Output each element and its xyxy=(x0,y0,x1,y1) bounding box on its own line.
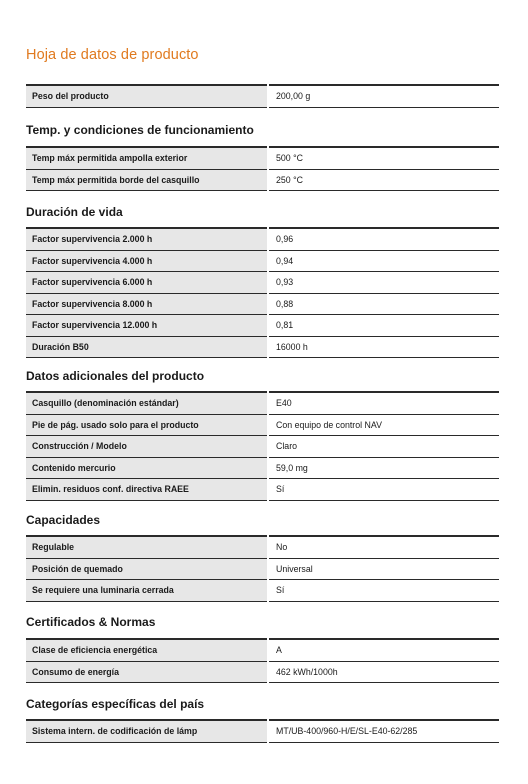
additional-data-table xyxy=(26,391,499,501)
table-row xyxy=(26,720,499,742)
row-label: Contenido mercurio xyxy=(26,457,268,479)
table-row xyxy=(26,580,499,602)
row-label: Elimin. residuos conf. directiva RAEE xyxy=(26,479,268,501)
section-title-country-categories: Categorías específicas del país xyxy=(26,697,205,711)
row-value: 0,94 xyxy=(268,250,499,272)
row-value: A xyxy=(268,639,499,661)
section-title-temperature: Temp. y condiciones de funcionamiento xyxy=(26,123,254,137)
row-value: 250 °C xyxy=(268,169,499,191)
row-value: 200,00 g xyxy=(268,85,499,107)
lifetime-table xyxy=(26,227,499,358)
row-value: 462 kWh/1000h xyxy=(268,661,499,683)
country-categories-table xyxy=(26,719,499,743)
row-label: Clase de eficiencia energética xyxy=(26,639,268,661)
row-label: Duración B50 xyxy=(26,336,268,358)
row-label: Temp máx permitida borde del casquillo xyxy=(26,169,268,191)
row-value: MT/UB-400/960-H/E/SL-E40-62/285 xyxy=(268,720,499,742)
temperature-table xyxy=(26,146,499,191)
table-row xyxy=(26,147,499,169)
certificates-table xyxy=(26,638,499,683)
row-label: Sistema intern. de codificación de lámp xyxy=(26,720,268,742)
table-row xyxy=(26,479,499,501)
row-value: 16000 h xyxy=(268,336,499,358)
section-title-certificates: Certificados & Normas xyxy=(26,615,156,629)
section-title-additional-data: Datos adicionales del producto xyxy=(26,369,205,383)
row-value: 0,96 xyxy=(268,228,499,250)
row-value: 0,81 xyxy=(268,315,499,337)
table-row xyxy=(26,639,499,661)
row-label: Regulable xyxy=(26,536,268,558)
row-value: 0,88 xyxy=(268,293,499,315)
table-row xyxy=(26,457,499,479)
section-title-lifetime: Duración de vida xyxy=(26,205,123,219)
row-value: No xyxy=(268,536,499,558)
table-row xyxy=(26,414,499,436)
table-row xyxy=(26,436,499,458)
capabilities-table xyxy=(26,535,499,602)
row-value: 500 °C xyxy=(268,147,499,169)
row-value: 0,93 xyxy=(268,272,499,294)
row-label: Construcción / Modelo xyxy=(26,436,268,458)
row-label: Temp máx permitida ampolla exterior xyxy=(26,147,268,169)
weight-table xyxy=(26,84,499,108)
row-value: Claro xyxy=(268,436,499,458)
row-label: Factor supervivencia 4.000 h xyxy=(26,250,268,272)
row-label: Factor supervivencia 2.000 h xyxy=(26,228,268,250)
row-value: Sí xyxy=(268,580,499,602)
row-label: Factor supervivencia 8.000 h xyxy=(26,293,268,315)
table-row xyxy=(26,228,499,250)
row-label: Consumo de energía xyxy=(26,661,268,683)
row-value: Con equipo de control NAV xyxy=(268,414,499,436)
row-label: Peso del producto xyxy=(26,85,268,107)
row-label: Posición de quemado xyxy=(26,558,268,580)
row-value: 59,0 mg xyxy=(268,457,499,479)
row-label: Casquillo (denominación estándar) xyxy=(26,392,268,414)
row-value: Sí xyxy=(268,479,499,501)
row-value: Universal xyxy=(268,558,499,580)
table-row xyxy=(26,272,499,294)
row-label: Pie de pág. usado solo para el producto xyxy=(26,414,268,436)
section-title-capabilities: Capacidades xyxy=(26,513,101,527)
page-title: Hoja de datos de producto xyxy=(26,47,199,63)
table-row xyxy=(26,536,499,558)
table-row xyxy=(26,250,499,272)
table-row xyxy=(26,315,499,337)
row-label: Se requiere una luminaria cerrada xyxy=(26,580,268,602)
table-row xyxy=(26,293,499,315)
table-row xyxy=(26,558,499,580)
table-row xyxy=(26,336,499,358)
table-row xyxy=(26,392,499,414)
table-row xyxy=(26,661,499,683)
table-row xyxy=(26,169,499,191)
table-row xyxy=(26,85,499,107)
row-label: Factor supervivencia 12.000 h xyxy=(26,315,268,337)
row-label: Factor supervivencia 6.000 h xyxy=(26,272,268,294)
row-value: E40 xyxy=(268,392,499,414)
